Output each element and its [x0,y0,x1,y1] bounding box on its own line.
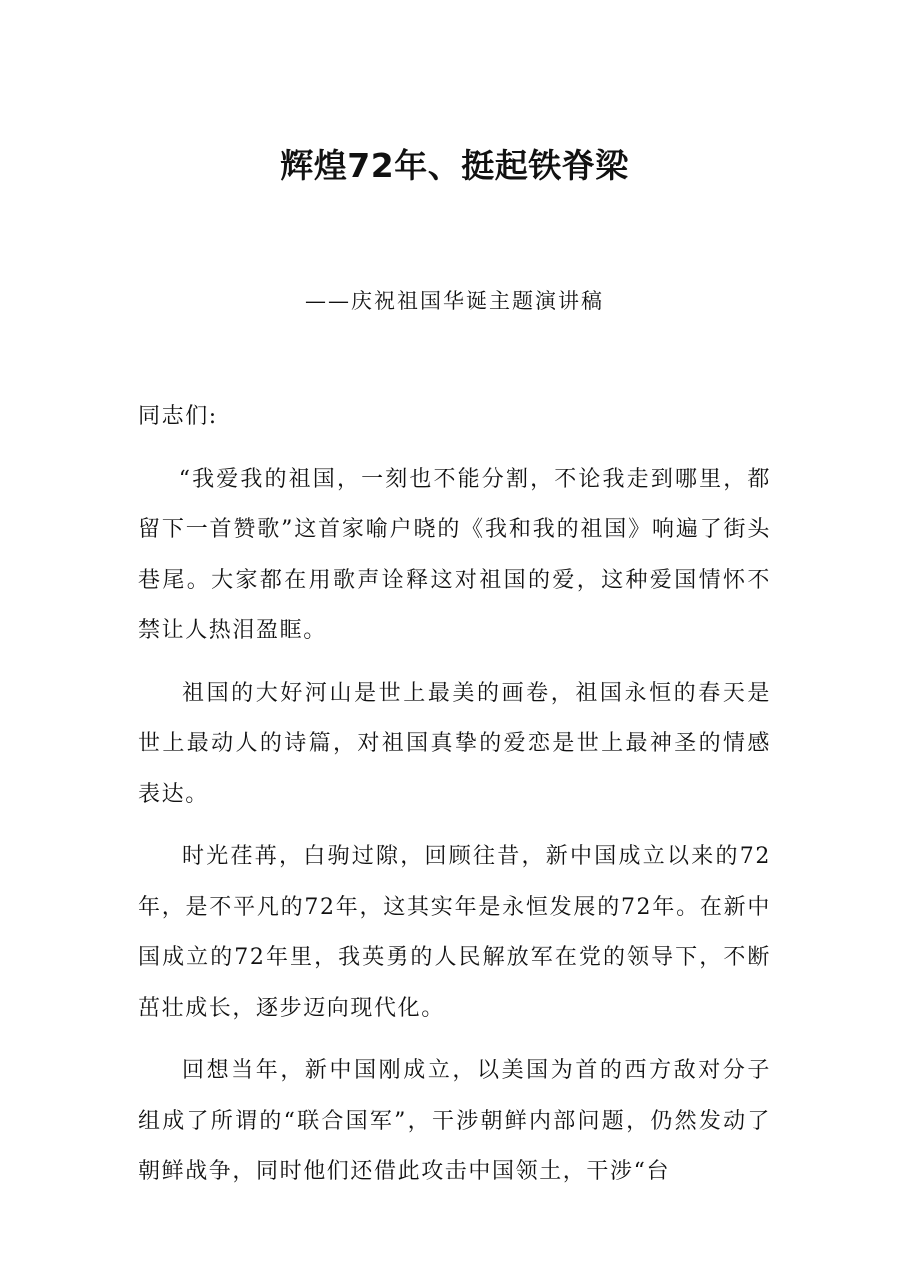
document-subtitle: ——庆祝祖国华诞主题演讲稿 [305,289,604,313]
paragraph-4: 回想当年，新中国刚成立，以美国为首的西方敌对分子组成了所谓的“联合国军”，干涉朝鲜内部问题，仍然发动了朝鲜战争，同时他们还借此攻击中国领土，干涉“台 [138,1058,771,1184]
salutation: 同志们: [138,404,218,429]
document-title: 辉煌72年、挺起铁脊梁 [280,146,629,185]
paragraph-3: 时光荏苒，白驹过隙，回顾往昔，新中国成立以来的72年，是不平凡的72年，这其实年是永恒发展的72年。在新中国成立的72年里，我英勇的人民解放军在党的领导下，不断茁壮成长，逐步迈向现代化。 [138,844,771,1021]
paragraph-1: “我爱我的祖国，一刻也不能分割，不论我走到哪里，都留下一首赞歌”这首家喻户晓的《我和我的祖国》响遍了街头巷尾。大家都在用歌声诠释这对祖国的爱，这种爱国情怀不禁让人热泪盈眶。 [138,466,771,643]
document-body [138,392,771,1210]
paragraph-2: 祖国的大好河山是世上最美的画卷，祖国永恒的春天是世上最动人的诗篇，对祖国真挚的爱恋是世上最神圣的情感表达。 [138,680,771,807]
